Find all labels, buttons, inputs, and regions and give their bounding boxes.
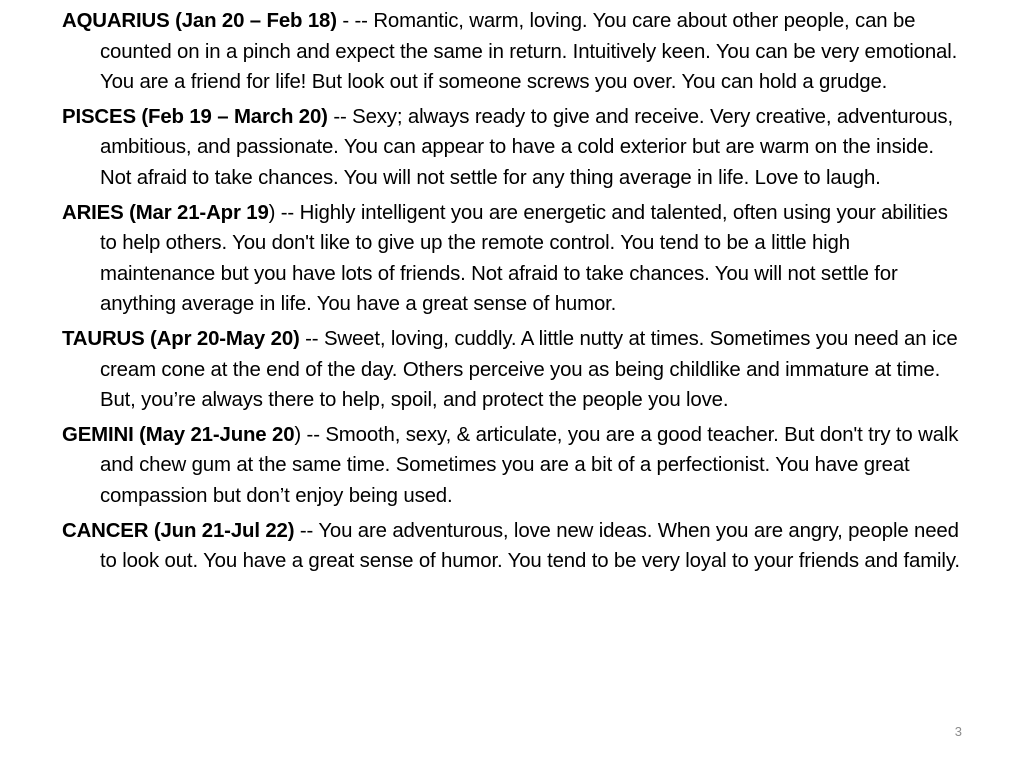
entry-gemini (62, 420, 964, 512)
sign-heading: ARIES (Mar 21-Apr 19 (62, 201, 269, 224)
sign-description: - -- Romantic, warm, loving. You care about other people, can be counted on in a pinch and expect the same in return. Intuitively keen. You can be very emotional. You are a friend for life! But look out if someone screws you over. You can hold a grudge. (100, 10, 958, 94)
sign-description: ) -- Smooth, sexy, & articulate, you are a good teacher. But don't try to walk and chew gum at the same time. Sometimes you are a bit of a perfectionist. You have great compassion but don’t enjoy being used. (100, 423, 959, 507)
entry-taurus (62, 324, 964, 416)
sign-heading: TAURUS (Apr 20-May 20) (62, 327, 300, 350)
slide-body (62, 6, 964, 581)
entry-aquarius (62, 6, 964, 98)
sign-heading: AQUARIUS (Jan 20 – Feb 18) (62, 10, 337, 32)
sign-description: -- Sweet, loving, cuddly. A little nutty at times. Sometimes you need an ice cream cone at the end of the day. Others perceive you as being childlike and immature at time. But, you’re always there to help, spoil, and protect the people you love. (100, 327, 958, 412)
entry-pisces (62, 102, 964, 194)
sign-description: -- Sexy; always ready to give and receive. Very creative, adventurous, ambitious, and passionate. You can appear to have a cold exterior but are warm on the inside. Not afraid to take chances. You will not settle for any thing average in life. Love to laugh. (100, 105, 953, 189)
sign-heading: GEMINI (May 21-June 20 (62, 423, 295, 446)
sign-description: ) -- Highly intelligent you are energetic and talented, often using your abilities to help others. You don't like to give up the remote control. You tend to be a little high maintenance but you have lots of friends. Not afraid to take chances. You will not settle for anything average in life. You have a great sense of humor. (100, 201, 948, 316)
entry-aries (62, 198, 964, 320)
page-number: 3 (954, 724, 962, 739)
entry-cancer (62, 516, 964, 577)
sign-heading: CANCER (Jun 21-Jul 22) (62, 519, 295, 542)
sign-heading: PISCES (Feb 19 – March 20) (62, 105, 328, 128)
sign-description: -- You are adventurous, love new ideas. When you are angry, people need to look out. You have a great sense of humor. You tend to be very loyal to your friends and family. (100, 519, 960, 573)
